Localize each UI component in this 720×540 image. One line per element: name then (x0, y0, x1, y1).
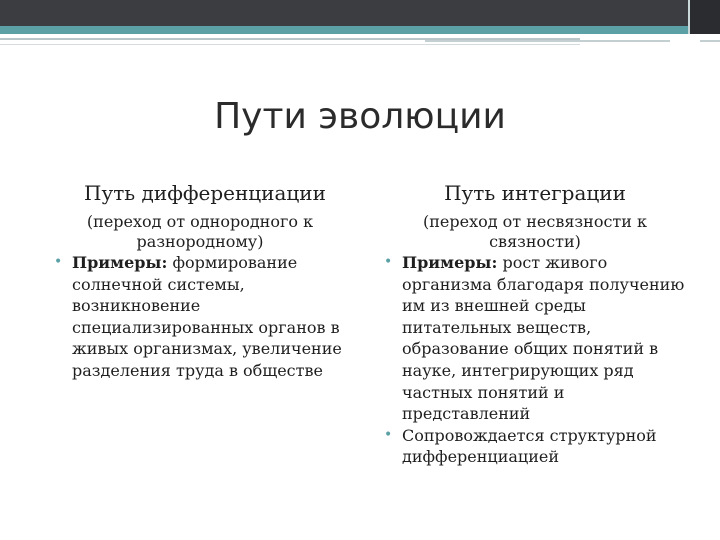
header-bar-accent (0, 26, 720, 34)
column-heading: Путь дифференциации (84, 181, 326, 205)
item-text: формирование солнечной системы, возникновение специализированных органов в живых организмах, увеличение разделения труда в обществе (72, 253, 342, 380)
item-label: Примеры: (72, 253, 168, 272)
list-item (380, 252, 690, 425)
column-heading: Путь интеграции (444, 181, 626, 205)
column-subheading: (переход от несвязности к связности) (422, 212, 648, 251)
column-integration (380, 180, 690, 468)
header-rule (0, 44, 580, 45)
slide-title: Пути эволюции (214, 96, 506, 137)
bullet-icon: • (54, 254, 63, 270)
list-item (50, 252, 350, 382)
header-bar-dark (0, 0, 720, 26)
bullet-list (50, 252, 350, 382)
bullet-list (380, 252, 690, 468)
list-item (380, 425, 690, 468)
column-subheading: (переход от однородного к разнородному) (86, 212, 314, 251)
header-rule (425, 40, 670, 42)
column-differentiation (50, 180, 350, 382)
header-rule (700, 40, 720, 42)
item-label: Примеры: (402, 253, 498, 272)
item-text: рост живого организма благодаря получению им из внешней среды питательных веществ, образование общих понятий в науке, интегрирующих ряд частных понятий и представлений (402, 253, 685, 424)
bullet-icon: • (384, 254, 393, 270)
header-corner-block (688, 0, 720, 34)
item-text: Сопровождается структурной дифференциацией (402, 425, 657, 467)
bullet-icon: • (384, 426, 393, 443)
